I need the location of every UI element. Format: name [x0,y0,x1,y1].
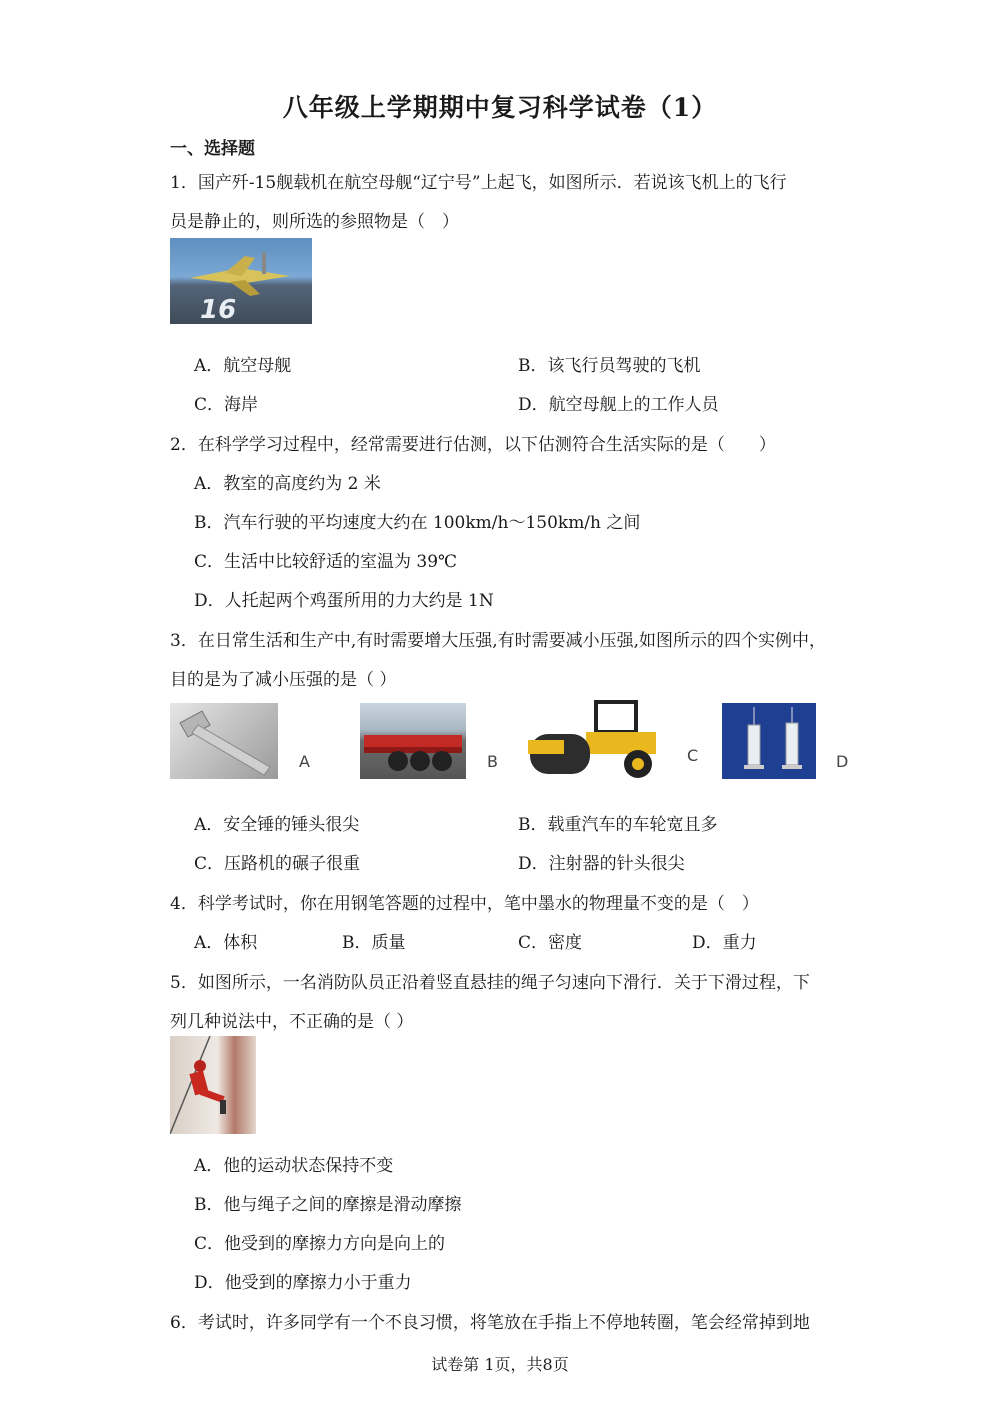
q3-stem-line1: 3．在日常生活和生产中,有时需要增大压强,有时需要减小压强,如图所示的四个实例中， [170,631,827,651]
q5-option-b[interactable]: B．他与绳子之间的摩擦是滑动摩擦 [194,1195,462,1215]
q6-stem-line1: 6．考试时，许多同学有一个不良习惯，将笔放在手指上不停地转圈，笔会经常掉到地 [170,1313,810,1333]
q2-option-c[interactable]: C．生活中比较舒适的室温为 39℃ [194,552,458,572]
q3-figure-road-roller [526,694,670,782]
q3-figure-label-a: A [299,752,310,771]
page-footer: 试卷第 1页，共8页 [431,1355,569,1374]
q2-stem: 2．在科学学习过程中，经常需要进行估测，以下估测符合生活实际的是（ ） [170,435,776,455]
q3-stem-line2: 目的是为了减小压强的是（ ） [170,670,397,690]
q3-figure-label-c: C [687,746,699,765]
exam-title: 八年级上学期期中复习科学试卷（1） [282,93,718,122]
q3-figure-label-b: B [487,752,498,771]
q3-figure-safety-hammer [170,703,278,779]
jet-illustration [170,238,312,324]
q3-figure-syringes [722,703,816,779]
q3-option-d[interactable]: D．注射器的针头很尖 [518,854,685,874]
q4-option-d[interactable]: D．重力 [692,933,757,953]
q1-option-d[interactable]: D．航空母舰上的工作人员 [518,395,719,415]
hammer-illustration [170,703,278,779]
q2-option-b[interactable]: B．汽车行驶的平均速度大约在 100km/h～150km/h 之间 [194,513,641,533]
q1-stem-line1: 1．国产歼-15舰载机在航空母舰“辽宁号”上起飞，如图所示．若说该飞机上的飞行 [170,173,787,193]
q4-option-b[interactable]: B．质量 [342,933,406,953]
q1-option-b[interactable]: B．该飞行员驾驶的飞机 [518,356,701,376]
section-heading: 一、选择题 [170,139,255,159]
q1-option-c[interactable]: C．海岸 [194,395,259,415]
q5-stem-line1: 5．如图所示，一名消防队员正沿着竖直悬挂的绳子匀速向下滑行．关于下滑过程，下 [170,973,810,993]
q5-stem-line2: 列几种说法中，不正确的是（ ） [170,1012,414,1032]
q1-figure-jet [170,238,312,324]
truck-illustration [360,703,466,779]
q5-option-c[interactable]: C．他受到的摩擦力方向是向上的 [194,1234,446,1254]
q5-figure-firefighter [170,1036,256,1134]
q5-option-a[interactable]: A．他的运动状态保持不变 [194,1156,394,1176]
q2-option-a[interactable]: A．教室的高度约为 2 米 [194,474,381,494]
q2-option-d[interactable]: D．人托起两个鸡蛋所用的力大约是 1N [194,591,494,611]
q3-option-b[interactable]: B．载重汽车的车轮宽且多 [518,815,718,835]
firefighter-illustration [170,1036,256,1134]
q1-stem-line2: 员是静止的，则所选的参照物是（ ） [170,212,459,232]
q4-stem: 4．科学考试时，你在用钢笔答题的过程中，笔中墨水的物理量不变的是（ ） [170,894,759,914]
q4-option-c[interactable]: C．密度 [518,933,583,953]
deck-number: 16 [200,295,237,324]
q1-option-a[interactable]: A．航空母舰 [194,356,292,376]
q3-figure-truck [360,703,466,779]
q4-option-a[interactable]: A．体积 [194,933,258,953]
road-roller-illustration [526,694,670,782]
q3-option-c[interactable]: C．压路机的碾子很重 [194,854,361,874]
q3-figure-label-d: D [836,752,849,771]
q5-option-d[interactable]: D．他受到的摩擦力小于重力 [194,1273,412,1293]
q3-option-a[interactable]: A．安全锤的锤头很尖 [194,815,360,835]
syringe-illustration [722,703,816,779]
